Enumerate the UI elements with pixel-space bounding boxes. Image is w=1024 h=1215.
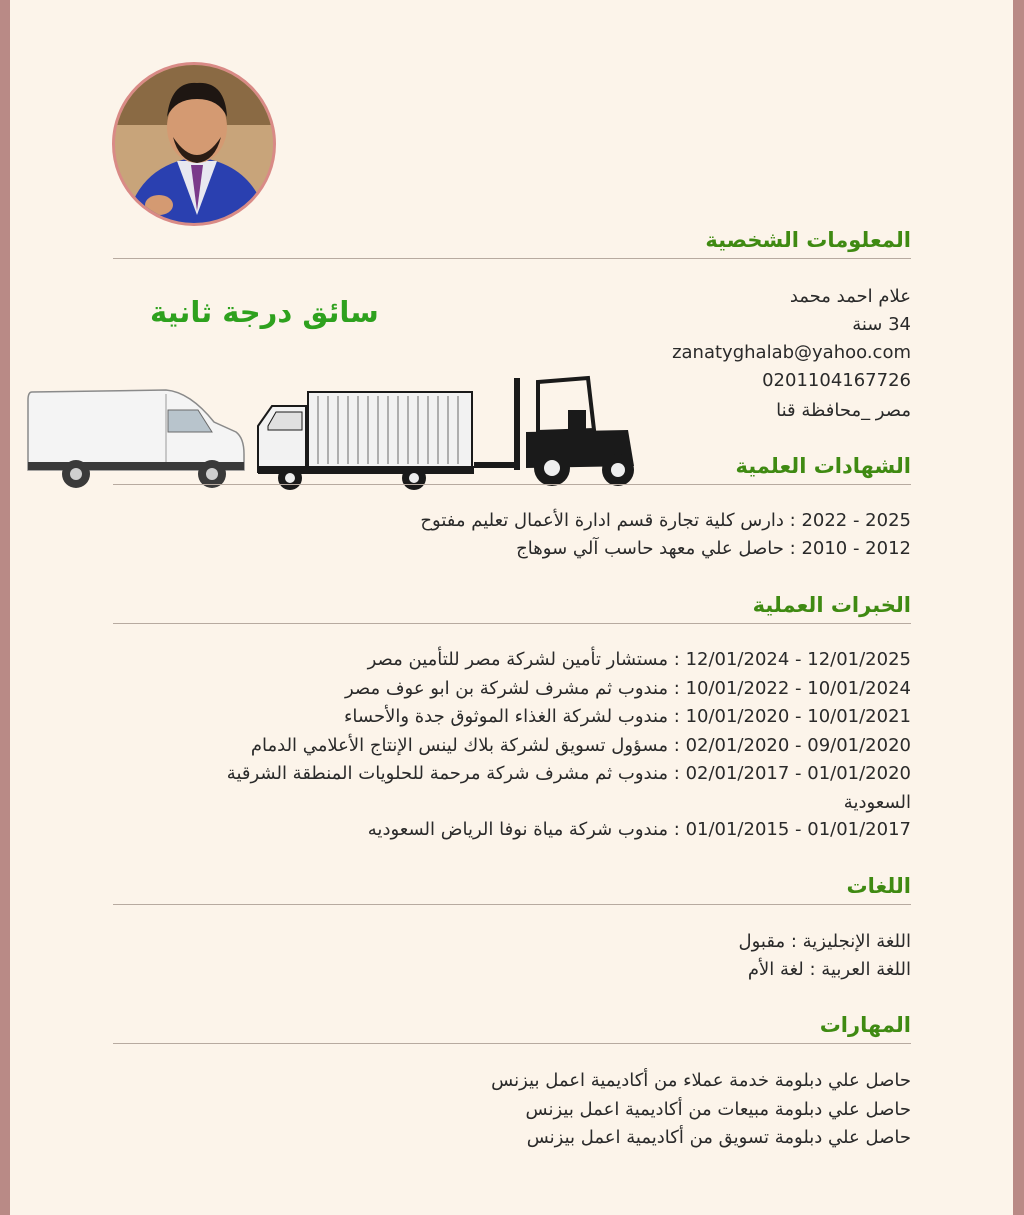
job-headline: سائق درجة ثانية xyxy=(150,295,379,329)
education-title: الشهادات العلمية xyxy=(113,454,911,485)
skills-title: المهارات xyxy=(113,1013,911,1044)
personal-info-title: المعلومات الشخصية xyxy=(113,228,911,259)
experience-item: 10/01/2022 - 10/01/2024 : مندوب ثم مشرف لشركة بن ابو عوف مصر xyxy=(344,678,911,699)
language-item: اللغة الإنجليزية : مقبول xyxy=(738,931,911,952)
experience-item: 02/01/2020 - 09/01/2020 : مسؤول تسويق لشركة بلاك لينس الإنتاج الأعلامي الدمام xyxy=(250,735,911,756)
experience-item-continuation: السعودية xyxy=(843,792,911,813)
skill-item: حاصل علي دبلومة مبيعات من أكاديمية اعمل بيزنس xyxy=(525,1099,911,1120)
name-text: علام احمد محمد xyxy=(789,286,911,307)
experience-title: الخبرات العملية xyxy=(113,593,911,624)
skill-item: حاصل علي دبلومة خدمة عملاء من أكاديمية اعمل بيزنس xyxy=(491,1070,911,1091)
skill-item: حاصل علي دبلومة تسويق من أكاديمية اعمل بيزنس xyxy=(526,1127,911,1148)
age-text: 34 سنة xyxy=(852,314,911,335)
education-item: 2010 - 2012 : حاصل علي معهد حاسب آلي سوهاج xyxy=(516,538,911,559)
location-text: مصر _محافظة قنا xyxy=(776,400,911,421)
profile-photo xyxy=(112,62,276,226)
languages-title: اللغات xyxy=(113,874,911,905)
experience-item: 10/01/2020 - 10/01/2021 : مندوب لشركة الغذاء الموثوق جدة والأحساء xyxy=(343,706,911,727)
experience-item: 12/01/2024 - 12/01/2025 : مستشار تأمين لشركة مصر للتأمين مصر xyxy=(367,649,911,670)
phone-text: 0201104167726 xyxy=(762,370,911,391)
language-item: اللغة العربية : لغة الأم xyxy=(747,959,911,980)
education-item: 2022 - 2025 : دارس كلية تجارة قسم ادارة الأعمال تعليم مفتوح xyxy=(420,510,911,531)
experience-item: 01/01/2015 - 01/01/2017 : مندوب شركة مياة نوفا الرياض السعوديه xyxy=(367,819,911,840)
email-text: zanatyghalab@yahoo.com xyxy=(672,342,911,363)
experience-item: 02/01/2017 - 01/01/2020 : مندوب ثم مشرف شركة مرحمة للحلويات المنطقة الشرقية xyxy=(226,763,911,784)
